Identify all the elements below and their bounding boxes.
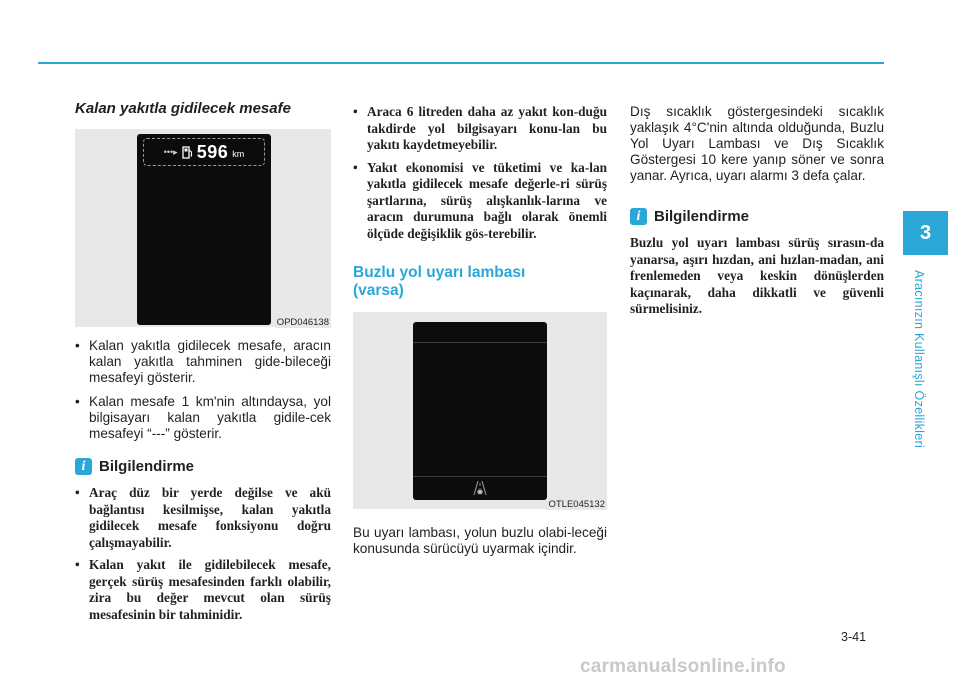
header-rule	[38, 62, 884, 64]
info-text: Buzlu yol uyarı lambası sürüş sırasın-da yanarsa, aşırı hızdan, ani hızlan-madan, ani frenlemeden veya keskin dönüşlerden kaçınarak, daha dikkatli ve güvenli sürmelisiniz.	[630, 235, 884, 316]
column-right	[630, 104, 884, 318]
info-title: Bilgilendirme	[99, 458, 195, 475]
display-divider	[413, 342, 547, 343]
page-number: 3-41	[841, 630, 867, 644]
range-display-figure	[75, 129, 331, 327]
range-value: 596	[196, 141, 229, 162]
list-item: • Kalan yakıtla gidilecek mesafe, aracın kalan yakıtla tahminen gide-bileceği mesafeyi gösterir.	[75, 338, 331, 386]
section-heading-remaining-range: Kalan yakıtla gidilecek mesafe	[75, 100, 291, 117]
watermark: carmanualsonline.info	[580, 656, 786, 677]
range-readout-box	[143, 138, 265, 166]
icy-road-warning-icon	[471, 480, 489, 496]
figure-code: OTLE045132	[548, 498, 605, 510]
list-item: • Kalan yakıt ile gidilebilecek mesafe, gerçek sürüş mesafesinden farklı olabilir, zira bu değer mevcut olan sürüş mesafesinin bir tahminidir.	[75, 557, 331, 623]
cluster-screen	[413, 322, 547, 500]
range-bullet-list	[75, 338, 331, 442]
list-item: • Kalan mesafe 1 km'nin altındaysa, yol bilgisayarı kalan yakıtla gidile-cek mesafeyi “---” gösterir.	[75, 394, 331, 442]
chapter-number-tab: 3	[903, 211, 948, 255]
info-title: Bilgilendirme	[654, 208, 750, 225]
figure-code: OPD046138	[276, 317, 329, 328]
column-middle	[353, 104, 607, 557]
info-header	[630, 208, 884, 225]
range-unit: km	[232, 149, 245, 159]
fuel-notes-list	[353, 104, 607, 242]
icy-road-figure	[353, 312, 607, 509]
column-left	[75, 100, 331, 629]
info-header	[75, 458, 331, 475]
fuel-pump-icon	[182, 145, 193, 159]
icy-road-paragraph: Dış sıcaklık göstergesindeki sıcaklık yaklaşık 4°C'nin altında olduğunda, Buzlu Yol Uyarı Lambası ve Dış Sıcaklık Göstergesi 10 kere yanıp söner ve sonra yanar. Ayrıca, uyarı alarmı 3 defa çalar.	[630, 104, 884, 183]
icy-road-description: Bu uyarı lambası, yolun buzlu olabi-leceği konusunda sürücüyü uyarmak içindir.	[353, 524, 607, 556]
info-icon: i	[75, 458, 92, 475]
info-bullet-list	[75, 485, 331, 623]
list-item: • Araca 6 litreden daha az yakıt kon-duğu takdirde yol bilgisayarı konu-lan bu yakıtı kaydetmeyebilir.	[353, 104, 607, 154]
cluster-screen	[137, 134, 271, 325]
info-icon: i	[630, 208, 647, 225]
section-heading-icy-road: Buzlu yol uyarı lambası (varsa)	[353, 264, 526, 299]
chapter-title: Aracınızın Kullanışlı Özellikleri	[912, 270, 926, 449]
list-item: • Yakıt ekonomisi ve tüketimi ve ka-lan yakıtla gidilecek mesafe değerle-ri sürüş şartlarına, sürüş alışkanlık-larına ve aracın durumuna bağlı olarak önemli ölçüde değişiklik gös-terebilir.	[353, 160, 607, 243]
list-item: • Araç düz bir yerde değilse ve akü bağlantısı kesilmişse, kalan yakıtla gidilecek mesafe fonksiyonu doğru çalışmayabilir.	[75, 485, 331, 551]
arrow-dots-icon: •••▸	[163, 146, 178, 157]
display-divider	[413, 476, 547, 477]
